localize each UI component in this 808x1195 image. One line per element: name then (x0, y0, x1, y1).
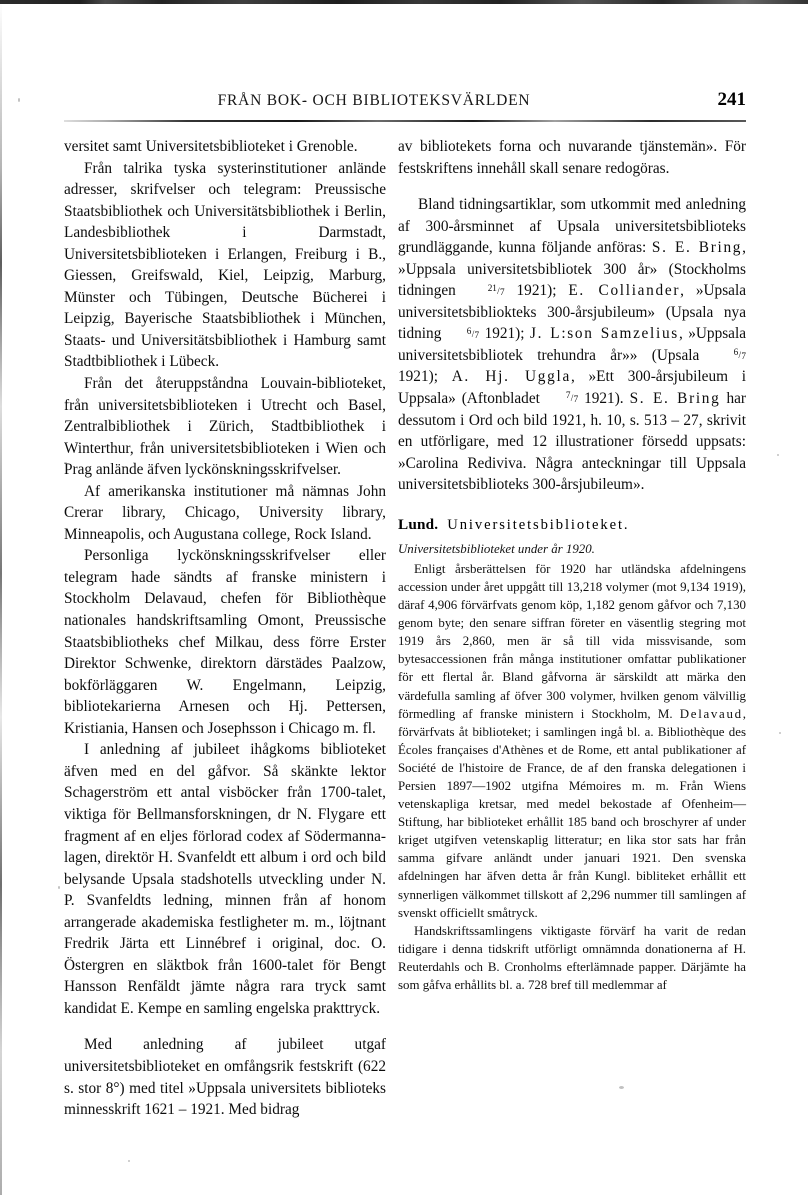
text-run: , »Upsala universitetsbibliokteks 300-årsjubileum» (Upsala nya tidning (398, 282, 746, 343)
paragraph-continuation: av bibliotekets forna och nuvarande tjänstemän». För festskriftens innehåll skall senare redogöras. (398, 138, 746, 177)
fraction-denominator: 7 (500, 286, 505, 297)
text-run: 1921); (504, 282, 569, 300)
fraction-numerator: 6 (466, 325, 472, 336)
text-run: 1921). (578, 390, 630, 408)
right-column (398, 136, 746, 994)
text-run: har dessutom i Ord och bild 1921, h. 10, s. 513 – 27, skrivit en utförligare, med 12 illustrationer försedd uppsats: »Carolina Rediviva. Några anteckningar till Uppsala universitetsbiblioteks 300-årsjubileum». (398, 390, 746, 494)
report-paragraph (398, 560, 746, 922)
text-run: , »Ett 300-årsjubileum i Uppsala» (Aftonbladet (398, 368, 746, 408)
paragraph: I anledning af jubileet ihågkoms biblioteket äfven med en del gåfvor. Så skänkte lektor Schagerström ett antal visböcker från 1700-talet, viktiga för Bellmansforskningen, dr N. Flygare ett fragment af en eljes förlorad codex af Södermanna-lagen, direktör H. Svanfeldt ett album i ord och bild belysande Upsala stadshotells utveckling under N. P. Svanfeldts ledning, minnen från af honom arrangerade akademiska festligheter m. m., löjtnant Fredrik Järta ett Linnébref i original, doc. O. Östergren en släktbok från 1600-talet för Bengt Hansson Renfäldt jämte några rara tryck samt kandidat E. Kempe en samling engelska prakttryck. (64, 741, 386, 1017)
fraction-slash: / (471, 328, 475, 339)
fraction-numerator: 7 (565, 390, 571, 401)
text-run: Enligt årsberättelsen för 1920 har utländska afdelningens accession under året uppgått till 13,218 volymer (mot 9,134 1919), däraf 4,906 förvärfvats genom köp, 1,182 genom gåfvor och 7,130 genom byte; den senare siffran företer en väsentlig stegring mot 1919 års 2,860, men är så till vida missvisande, som bytesaccessionen från många institutioner omfattar publikationer för ett flertal år. Bland gåfvorna är särskildt att märka den värdefulla samling af öfver 300 volymer, hvilken genom välvillig förmedling af franske ministern i Stockholm, M. (398, 561, 746, 721)
scan-speck (779, 732, 781, 734)
text-run: 1921); (479, 325, 530, 343)
author-name: E. Colliander (568, 282, 681, 300)
lund-report (398, 540, 746, 994)
scan-speck (777, 454, 779, 456)
scan-edge-left (0, 0, 2, 1195)
paragraph: Med anledning af jubileet utgaf universitetsbiblioteket en omfångsrik festskrift (622 s. stor 8°) med titel »Uppsala universitets biblioteks minnesskrift 1621 – 1921. Med bidrag (64, 1036, 386, 1119)
paragraph: Af amerikanska institutioner må nämnas John Crerar library, Chicago, University library, Minneapolis, och Augustana college, Rock Island. (64, 482, 386, 543)
press-articles-paragraph (398, 194, 746, 496)
scan-speck (128, 1160, 130, 1162)
fraction-denominator: 7 (573, 394, 579, 405)
paragraph: Från talrika tyska systerinstitutioner anlände adresser, skrifvelser och telegram: Preussische Staatsbibliothek och Universitätsbibliothek i Berlin, Landesbibliothek i Darmstadt, Universitetsbiblioteken i Erlangen, Freiburg i B., Giessen, Greifswald, Kiel, Leipzig, Marburg, Münster och Tübingen, Deutsche Bücherei i Leipzig, Bayerische Staatsbibliothek i München, Staats- und Universitätsbibliothek i Hamburg samt Stadtbibliothek i Lübeck. (64, 159, 386, 371)
author-name: S. E. Bring (629, 390, 721, 408)
section-heading (398, 515, 746, 535)
date-fraction (447, 327, 479, 340)
text-run: , »Uppsala universitetsbibliotek trehundra år»» (Upsala (398, 325, 746, 364)
fraction-numerator: 6 (733, 347, 739, 358)
fraction-slash: / (738, 350, 742, 361)
paragraph: Personliga lyckönskningsskrifvelser eller telegram hade sändts af franske ministern i Stockholm Delavaud, chefen för Bibliothèque nationales handskriftsamling Omont, Preussische Staatsbibliotheks chef Milkau, dess förre Erster Direktor Schwenke, direktorn därstädes Paalzow, bokförläggaren W. Engelmann, Leipzig, bibliotekarierna Arnesen och Hj. Pettersen, Kristiania, Hansen och Josephsson i Chicago m. fl. (64, 547, 386, 737)
author-name: S. E. Bring (651, 239, 743, 257)
fraction-slash: / (497, 285, 500, 296)
paragraph: Från det återuppståndna Louvain-biblioteket, från universitetsbiblioteken i Utrecht och Basel, Zentralbibliothek i Zürich, Stadtbibliothek i Winterthur, från universitetsbiblioteken i Wien och Prag anlände äfven lyckönskningsskrifvelser. (64, 375, 386, 479)
text-run: Bland tidningsartiklar, som utkommit med anledning af 300-årsminnet af Upsala universitetsbiblioteks grundläggande, kunna följande anföras: (398, 196, 746, 257)
paragraph: versitet samt Universitetsbiblioteket i Grenoble. (64, 138, 358, 155)
author-name: A. Hj. Uggla (451, 368, 571, 386)
fraction-numerator: 21 (487, 282, 497, 293)
author-name: J. L:son Samzelius (529, 325, 679, 343)
text-run: 1921); (398, 368, 452, 386)
report-paragraph: Handskriftssamlingens viktigaste förvärf ha varit de redan tidigare i denna tidskrift utförligt omnämnda donationerna af H. Reuterdahls och B. Cronholms efterlämnade papper. Därjämte ha som gåfva erhållits bl. a. 728 bref till medlemmar af (398, 923, 746, 992)
fraction-denominator: 7 (741, 351, 746, 362)
scan-speck (619, 1086, 624, 1089)
date-fraction (714, 348, 746, 361)
report-subtitle: Universitetsbiblioteket under år 1920. (398, 541, 595, 556)
running-head-title: FRÅN BOK- OCH BIBLIOTEKSVÄRLDEN (217, 92, 531, 109)
section-institution: Universitetsbiblioteket. (447, 516, 630, 533)
page-number: 241 (717, 89, 746, 110)
text-run: , förvärfvats åt biblioteket; i samlingen ingå bl. a. Bibliothèque des Écoles françaises d'Athènes et de Rome, ett antal publikationer af Société de l'histoire de France, de af den franska delegationen i Persien 1897—1902 utgifna Mémoires m. m. (398, 706, 746, 793)
person-name: Delavaud (679, 706, 743, 721)
text-run: , »Uppsala universitetsbibliotek 300 år» (Stockholms tidningen (398, 239, 746, 300)
fraction-denominator: 7 (474, 329, 480, 340)
running-head (64, 89, 746, 118)
right-column-body (398, 136, 746, 496)
section-city: Lund. (398, 515, 439, 533)
scan-edge-top (0, 0, 808, 4)
scan-speck (18, 98, 20, 102)
header-rule (64, 120, 746, 122)
text-run: Från Wiens vetenskapliga kretsar, med medel bekostade af Ofenheim—Stiftung, har biblioteket erhållit 185 band och broschyrer af under kriget utgifven vetenskaplig litteratur; en lika stor sats har från samma gifvare anländt under januari 1921. Den svenska afdelningen har äfven detta år från Kungl. bibliteket erhållit ett synnerligen välkommet tillskott af 2,296 nummer till samlingen af svenskt officiellt småtryck. (398, 778, 746, 920)
scan-speck (58, 886, 60, 889)
fraction-slash: / (570, 393, 574, 404)
left-column (64, 136, 386, 1121)
date-fraction (546, 391, 578, 404)
date-fraction (468, 284, 505, 297)
